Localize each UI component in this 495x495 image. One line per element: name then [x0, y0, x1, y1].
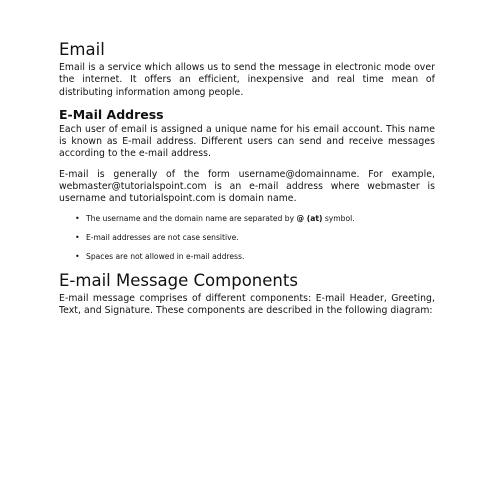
list-item-text-after: symbol.: [322, 213, 355, 223]
email-intro-paragraph: Email is a service which allows us to send the message in electronic mode over the internet. It offers an efficient, inexpensive and real time mean of distributing information among people.: [59, 62, 435, 98]
bullet-icon: •: [75, 213, 80, 223]
email-heading: Email: [59, 40, 105, 59]
list-item: [59, 233, 435, 243]
bullet-icon: •: [75, 232, 80, 242]
message-components-heading: E-mail Message Components: [59, 270, 298, 290]
list-item: [59, 252, 435, 262]
email-address-rules-list: [59, 214, 435, 262]
list-item-text-before: The username and the domain name are separated by: [86, 213, 297, 223]
list-item-text: Spaces are not allowed in e-mail address.: [86, 251, 245, 261]
email-address-paragraph-1: Each user of email is assigned a unique name for his email account. This name is known as E-mail address. Different users can send and receive messages according to the e-mail address.: [59, 123, 435, 160]
email-address-paragraph-2: E-mail is generally of the form username@domainname. For example, webmaster@tutorialspoint.com is an e-mail address where webmaster is username and tutorialspoint.com is domain name.: [59, 168, 435, 205]
email-address-heading: E-Mail Address: [59, 106, 164, 122]
message-components-paragraph: E-mail message comprises of different components: E-mail Header, Greeting, Text, and Signature. These components are described in the following diagram:: [59, 292, 435, 316]
list-item-bold-text: @ (at): [296, 213, 323, 223]
bullet-icon: •: [75, 251, 80, 261]
list-item-text: E-mail addresses are not case sensitive.: [86, 232, 239, 242]
document-page: [59, 40, 435, 325]
list-item: [59, 214, 435, 224]
